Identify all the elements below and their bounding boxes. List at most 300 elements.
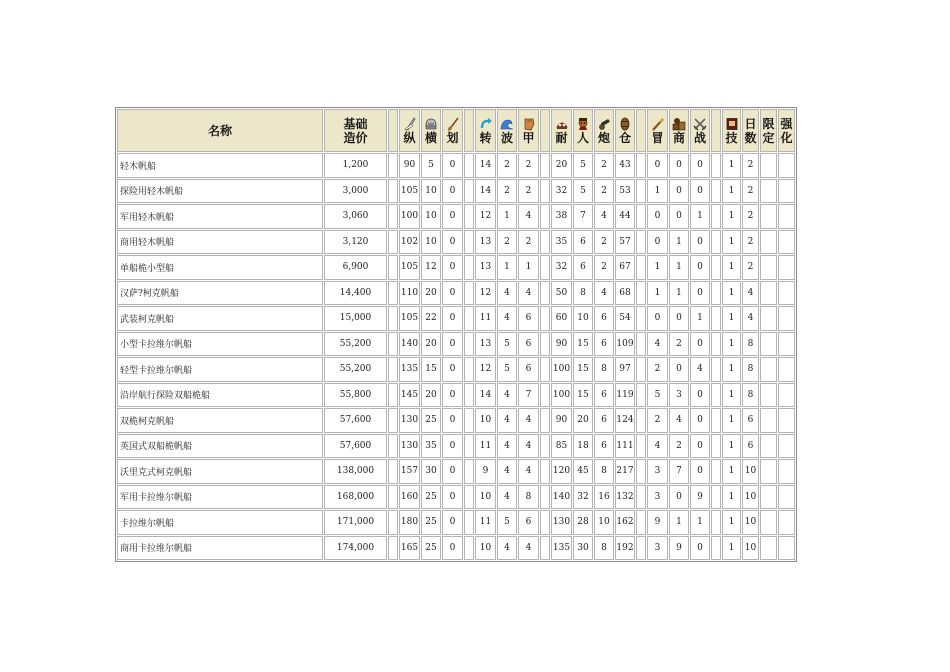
ji-cell: 1 bbox=[722, 408, 741, 433]
cost-cell: 3,060 bbox=[324, 204, 387, 229]
skill-book-icon bbox=[725, 117, 739, 131]
separator bbox=[464, 383, 474, 408]
table-row bbox=[117, 255, 795, 280]
ji-cell: 1 bbox=[722, 485, 741, 510]
ji-cell: 1 bbox=[722, 510, 741, 535]
separator bbox=[388, 383, 398, 408]
ji-label: 技 bbox=[725, 131, 738, 145]
limit-cell bbox=[760, 230, 777, 255]
separator bbox=[388, 281, 398, 306]
separator bbox=[711, 153, 721, 178]
bo-cell: 4 bbox=[497, 434, 517, 459]
bo-label: 波 bbox=[500, 131, 513, 145]
enhance-cell bbox=[778, 153, 795, 178]
bo-cell: 4 bbox=[497, 459, 517, 484]
days-cell: 2 bbox=[742, 230, 759, 255]
bo-cell: 4 bbox=[497, 383, 517, 408]
enhance-cell bbox=[778, 510, 795, 535]
jia-cell: 2 bbox=[518, 230, 539, 255]
separator bbox=[711, 383, 721, 408]
zhan-cell: 0 bbox=[690, 434, 710, 459]
cost-line2: 造价 bbox=[343, 130, 368, 145]
shang-cell: 0 bbox=[669, 179, 689, 204]
enhance-cell bbox=[778, 281, 795, 306]
col-cost-header bbox=[324, 109, 387, 152]
mao-cell: 4 bbox=[647, 434, 668, 459]
pao-cell: 6 bbox=[594, 383, 614, 408]
days-line1: 日 bbox=[744, 116, 757, 131]
pao-cell: 6 bbox=[594, 306, 614, 331]
hua-cell: 0 bbox=[442, 536, 463, 561]
ship-name-cell: 小型卡拉维尔帆船 bbox=[117, 332, 323, 357]
limit-cell bbox=[760, 434, 777, 459]
cost-cell: 57,600 bbox=[324, 408, 387, 433]
ren-cell: 6 bbox=[573, 255, 593, 280]
separator bbox=[540, 179, 550, 204]
nai-cell: 85 bbox=[551, 434, 572, 459]
cang-cell: 124 bbox=[615, 408, 635, 433]
jia-cell: 2 bbox=[518, 179, 539, 204]
ren-cell: 32 bbox=[573, 485, 593, 510]
heng-cell: 10 bbox=[421, 179, 441, 204]
mao-cell: 2 bbox=[647, 357, 668, 382]
nai-label: 耐 bbox=[555, 131, 568, 145]
limit-cell bbox=[760, 179, 777, 204]
separator bbox=[388, 153, 398, 178]
ji-cell: 1 bbox=[722, 357, 741, 382]
table-row bbox=[117, 536, 795, 561]
separator bbox=[636, 204, 646, 229]
zhuan-label: 转 bbox=[479, 131, 492, 145]
separator bbox=[540, 459, 550, 484]
pao-label: 炮 bbox=[597, 131, 610, 145]
shang-cell: 1 bbox=[669, 281, 689, 306]
days-cell: 6 bbox=[742, 434, 759, 459]
heng-cell: 20 bbox=[421, 281, 441, 306]
separator bbox=[464, 536, 474, 561]
zhan-cell: 9 bbox=[690, 485, 710, 510]
separator bbox=[540, 485, 550, 510]
cost-cell: 1,200 bbox=[324, 153, 387, 178]
separator bbox=[711, 434, 721, 459]
ship-name-cell: 军用卡拉维尔帆船 bbox=[117, 485, 323, 510]
separator bbox=[540, 332, 550, 357]
separator bbox=[540, 109, 550, 152]
separator bbox=[636, 459, 646, 484]
separator bbox=[464, 306, 474, 331]
pao-cell: 6 bbox=[594, 408, 614, 433]
separator bbox=[636, 357, 646, 382]
ship-name-cell: 商用卡拉维尔帆船 bbox=[117, 536, 323, 561]
col-nai-header bbox=[551, 109, 572, 152]
zhuan-cell: 14 bbox=[475, 383, 496, 408]
enhance-cell bbox=[778, 332, 795, 357]
days-cell: 2 bbox=[742, 153, 759, 178]
zong-cell: 130 bbox=[399, 434, 420, 459]
zong-cell: 105 bbox=[399, 306, 420, 331]
separator bbox=[464, 510, 474, 535]
hua-cell: 0 bbox=[442, 485, 463, 510]
cang-cell: 54 bbox=[615, 306, 635, 331]
table-row bbox=[117, 434, 795, 459]
separator bbox=[464, 109, 474, 152]
separator bbox=[388, 510, 398, 535]
heng-cell: 5 bbox=[421, 153, 441, 178]
separator bbox=[388, 255, 398, 280]
hua-cell: 0 bbox=[442, 510, 463, 535]
days-cell: 8 bbox=[742, 357, 759, 382]
ji-cell: 1 bbox=[722, 179, 741, 204]
jia-cell: 4 bbox=[518, 536, 539, 561]
table-row bbox=[117, 485, 795, 510]
col-jia-header bbox=[518, 109, 539, 152]
zhan-cell: 0 bbox=[690, 332, 710, 357]
nai-cell: 120 bbox=[551, 459, 572, 484]
ji-cell: 1 bbox=[722, 153, 741, 178]
zhuan-cell: 11 bbox=[475, 510, 496, 535]
heng-cell: 25 bbox=[421, 408, 441, 433]
days-cell: 2 bbox=[742, 204, 759, 229]
zong-cell: 105 bbox=[399, 179, 420, 204]
ren-cell: 20 bbox=[573, 408, 593, 433]
shang-cell: 1 bbox=[669, 230, 689, 255]
separator bbox=[464, 459, 474, 484]
jia-cell: 4 bbox=[518, 204, 539, 229]
ren-cell: 30 bbox=[573, 536, 593, 561]
nai-cell: 90 bbox=[551, 408, 572, 433]
enhance-cell bbox=[778, 255, 795, 280]
cannon-icon bbox=[597, 117, 611, 131]
heng-cell: 12 bbox=[421, 255, 441, 280]
separator bbox=[388, 408, 398, 433]
zhan-cell: 0 bbox=[690, 230, 710, 255]
days-line2: 数 bbox=[744, 130, 757, 145]
ren-cell: 5 bbox=[573, 153, 593, 178]
zong-cell: 100 bbox=[399, 204, 420, 229]
separator bbox=[711, 536, 721, 561]
shang-cell: 1 bbox=[669, 255, 689, 280]
zhuan-cell: 9 bbox=[475, 459, 496, 484]
days-cell: 10 bbox=[742, 459, 759, 484]
table-row bbox=[117, 459, 795, 484]
table-row bbox=[117, 230, 795, 255]
nai-cell: 130 bbox=[551, 510, 572, 535]
ji-cell: 1 bbox=[722, 332, 741, 357]
separator bbox=[540, 153, 550, 178]
zong-cell: 110 bbox=[399, 281, 420, 306]
bo-cell: 5 bbox=[497, 332, 517, 357]
enhance-cell bbox=[778, 383, 795, 408]
nai-cell: 32 bbox=[551, 179, 572, 204]
zhuan-cell: 12 bbox=[475, 281, 496, 306]
trade-goods-icon bbox=[672, 117, 686, 131]
pao-cell: 4 bbox=[594, 204, 614, 229]
separator bbox=[388, 459, 398, 484]
heng-cell: 15 bbox=[421, 357, 441, 382]
turn-arrow-icon bbox=[479, 117, 493, 131]
ren-cell: 8 bbox=[573, 281, 593, 306]
cost-cell: 171,000 bbox=[324, 510, 387, 535]
limit-cell bbox=[760, 510, 777, 535]
ren-cell: 5 bbox=[573, 179, 593, 204]
separator bbox=[464, 281, 474, 306]
shang-cell: 2 bbox=[669, 332, 689, 357]
zong-cell: 145 bbox=[399, 383, 420, 408]
cang-cell: 119 bbox=[615, 383, 635, 408]
shang-cell: 4 bbox=[669, 408, 689, 433]
hua-label: 划 bbox=[446, 131, 459, 145]
separator bbox=[711, 485, 721, 510]
cost-cell: 138,000 bbox=[324, 459, 387, 484]
cost-cell: 55,200 bbox=[324, 357, 387, 382]
zhan-cell: 0 bbox=[690, 536, 710, 561]
bo-cell: 5 bbox=[497, 510, 517, 535]
separator bbox=[636, 109, 646, 152]
mao-cell: 3 bbox=[647, 459, 668, 484]
col-zhan-header bbox=[690, 109, 710, 152]
hua-cell: 0 bbox=[442, 434, 463, 459]
separator bbox=[636, 153, 646, 178]
jia-label: 甲 bbox=[522, 131, 535, 145]
spyglass-icon bbox=[651, 117, 665, 131]
days-cell: 2 bbox=[742, 179, 759, 204]
shang-cell: 1 bbox=[669, 510, 689, 535]
ren-cell: 15 bbox=[573, 383, 593, 408]
pao-cell: 8 bbox=[594, 357, 614, 382]
separator bbox=[636, 230, 646, 255]
ship-name-cell: 探险用轻木帆船 bbox=[117, 179, 323, 204]
separator bbox=[540, 255, 550, 280]
cost-cell: 57,600 bbox=[324, 434, 387, 459]
cang-cell: 192 bbox=[615, 536, 635, 561]
durability-icon bbox=[555, 117, 569, 131]
ren-cell: 15 bbox=[573, 332, 593, 357]
cost-cell: 55,800 bbox=[324, 383, 387, 408]
separator bbox=[388, 109, 398, 152]
ship-name-cell: 沃里克式柯克帆船 bbox=[117, 459, 323, 484]
col-heng-header bbox=[421, 109, 441, 152]
col-mao-header bbox=[647, 109, 668, 152]
enhance-cell bbox=[778, 536, 795, 561]
hua-cell: 0 bbox=[442, 179, 463, 204]
cang-cell: 162 bbox=[615, 510, 635, 535]
ji-cell: 1 bbox=[722, 383, 741, 408]
hua-cell: 0 bbox=[442, 281, 463, 306]
jia-cell: 1 bbox=[518, 255, 539, 280]
bo-cell: 4 bbox=[497, 485, 517, 510]
heng-cell: 25 bbox=[421, 536, 441, 561]
separator bbox=[636, 255, 646, 280]
shang-cell: 7 bbox=[669, 459, 689, 484]
zhan-cell: 0 bbox=[690, 408, 710, 433]
separator bbox=[636, 179, 646, 204]
mao-cell: 0 bbox=[647, 153, 668, 178]
zhuan-cell: 11 bbox=[475, 434, 496, 459]
enhance-cell bbox=[778, 459, 795, 484]
hua-cell: 0 bbox=[442, 357, 463, 382]
jia-cell: 4 bbox=[518, 408, 539, 433]
hua-cell: 0 bbox=[442, 230, 463, 255]
heng-cell: 10 bbox=[421, 204, 441, 229]
mao-cell: 0 bbox=[647, 204, 668, 229]
cang-cell: 109 bbox=[615, 332, 635, 357]
cost-cell: 3,000 bbox=[324, 179, 387, 204]
zhuan-cell: 12 bbox=[475, 357, 496, 382]
bo-cell: 2 bbox=[497, 179, 517, 204]
mao-cell: 1 bbox=[647, 179, 668, 204]
cang-cell: 53 bbox=[615, 179, 635, 204]
separator bbox=[636, 536, 646, 561]
ship-name-cell: 双桅柯克帆船 bbox=[117, 408, 323, 433]
limit-cell bbox=[760, 536, 777, 561]
separator bbox=[388, 306, 398, 331]
limit-cell bbox=[760, 485, 777, 510]
limit-cell bbox=[760, 306, 777, 331]
separator bbox=[636, 332, 646, 357]
zong-cell: 157 bbox=[399, 459, 420, 484]
col-days-header bbox=[742, 109, 759, 152]
separator bbox=[711, 357, 721, 382]
cost-cell: 168,000 bbox=[324, 485, 387, 510]
ren-cell: 18 bbox=[573, 434, 593, 459]
ship-name-cell: 商用轻木帆船 bbox=[117, 230, 323, 255]
zhuan-cell: 12 bbox=[475, 204, 496, 229]
barrel-icon bbox=[618, 117, 632, 131]
col-bo-header bbox=[497, 109, 517, 152]
bo-cell: 1 bbox=[497, 255, 517, 280]
jia-cell: 4 bbox=[518, 459, 539, 484]
separator bbox=[711, 255, 721, 280]
cost-cell: 55,200 bbox=[324, 332, 387, 357]
ren-cell: 15 bbox=[573, 357, 593, 382]
mao-cell: 1 bbox=[647, 281, 668, 306]
cang-cell: 67 bbox=[615, 255, 635, 280]
nai-cell: 35 bbox=[551, 230, 572, 255]
jia-cell: 6 bbox=[518, 510, 539, 535]
separator bbox=[388, 230, 398, 255]
ji-cell: 1 bbox=[722, 281, 741, 306]
helmet-icon bbox=[424, 117, 438, 131]
limit-cell bbox=[760, 281, 777, 306]
bo-cell: 2 bbox=[497, 230, 517, 255]
pao-cell: 6 bbox=[594, 332, 614, 357]
hua-cell: 0 bbox=[442, 408, 463, 433]
mao-cell: 0 bbox=[647, 306, 668, 331]
cost-cell: 3,120 bbox=[324, 230, 387, 255]
separator bbox=[464, 204, 474, 229]
nai-cell: 38 bbox=[551, 204, 572, 229]
cang-cell: 97 bbox=[615, 357, 635, 382]
pao-cell: 2 bbox=[594, 255, 614, 280]
shang-cell: 2 bbox=[669, 434, 689, 459]
ship-name-cell: 轻木帆船 bbox=[117, 153, 323, 178]
col-zong-header bbox=[399, 109, 420, 152]
days-cell: 10 bbox=[742, 485, 759, 510]
separator bbox=[711, 306, 721, 331]
zhuan-cell: 11 bbox=[475, 306, 496, 331]
separator bbox=[540, 204, 550, 229]
cang-cell: 57 bbox=[615, 230, 635, 255]
zhan-cell: 1 bbox=[690, 204, 710, 229]
mao-cell: 5 bbox=[647, 383, 668, 408]
zong-cell: 102 bbox=[399, 230, 420, 255]
hua-cell: 0 bbox=[442, 383, 463, 408]
shang-cell: 0 bbox=[669, 306, 689, 331]
enhance-cell bbox=[778, 230, 795, 255]
nai-cell: 90 bbox=[551, 332, 572, 357]
table-row bbox=[117, 408, 795, 433]
limit-line2: 定 bbox=[762, 130, 775, 145]
col-pao-header bbox=[594, 109, 614, 152]
separator bbox=[388, 332, 398, 357]
col-hua-header bbox=[442, 109, 463, 152]
cang-cell: 111 bbox=[615, 434, 635, 459]
cang-cell: 43 bbox=[615, 153, 635, 178]
separator bbox=[540, 357, 550, 382]
table-row bbox=[117, 510, 795, 535]
zhan-cell: 4 bbox=[690, 357, 710, 382]
col-enhance-header bbox=[778, 109, 795, 152]
nai-cell: 20 bbox=[551, 153, 572, 178]
shang-cell: 0 bbox=[669, 357, 689, 382]
limit-cell bbox=[760, 383, 777, 408]
zhuan-cell: 14 bbox=[475, 153, 496, 178]
limit-cell bbox=[760, 332, 777, 357]
cost-cell: 14,400 bbox=[324, 281, 387, 306]
days-cell: 8 bbox=[742, 332, 759, 357]
separator bbox=[464, 255, 474, 280]
cost-cell: 6,900 bbox=[324, 255, 387, 280]
limit-cell bbox=[760, 357, 777, 382]
mao-cell: 4 bbox=[647, 332, 668, 357]
enhance-line1: 强 bbox=[780, 116, 793, 131]
armor-icon bbox=[522, 117, 536, 131]
nai-cell: 100 bbox=[551, 357, 572, 382]
enhance-cell bbox=[778, 357, 795, 382]
zhuan-cell: 14 bbox=[475, 179, 496, 204]
col-ji-header bbox=[722, 109, 741, 152]
ship-stats-table bbox=[115, 107, 797, 562]
heng-cell: 30 bbox=[421, 459, 441, 484]
bo-cell: 4 bbox=[497, 536, 517, 561]
oar-icon bbox=[446, 117, 460, 131]
nai-cell: 60 bbox=[551, 306, 572, 331]
col-cang-header bbox=[615, 109, 635, 152]
separator bbox=[711, 408, 721, 433]
zong-cell: 160 bbox=[399, 485, 420, 510]
days-cell: 10 bbox=[742, 536, 759, 561]
separator bbox=[711, 230, 721, 255]
zhuan-cell: 10 bbox=[475, 485, 496, 510]
separator bbox=[388, 485, 398, 510]
separator bbox=[388, 536, 398, 561]
ren-cell: 28 bbox=[573, 510, 593, 535]
separator bbox=[711, 459, 721, 484]
zhan-label: 战 bbox=[693, 131, 706, 145]
nai-cell: 140 bbox=[551, 485, 572, 510]
pao-cell: 6 bbox=[594, 434, 614, 459]
separator bbox=[711, 332, 721, 357]
ji-cell: 1 bbox=[722, 536, 741, 561]
enhance-cell bbox=[778, 434, 795, 459]
zhan-cell: 0 bbox=[690, 459, 710, 484]
ren-cell: 45 bbox=[573, 459, 593, 484]
mao-cell: 3 bbox=[647, 536, 668, 561]
bo-cell: 1 bbox=[497, 204, 517, 229]
table-row bbox=[117, 306, 795, 331]
bo-cell: 4 bbox=[497, 408, 517, 433]
days-cell: 4 bbox=[742, 281, 759, 306]
